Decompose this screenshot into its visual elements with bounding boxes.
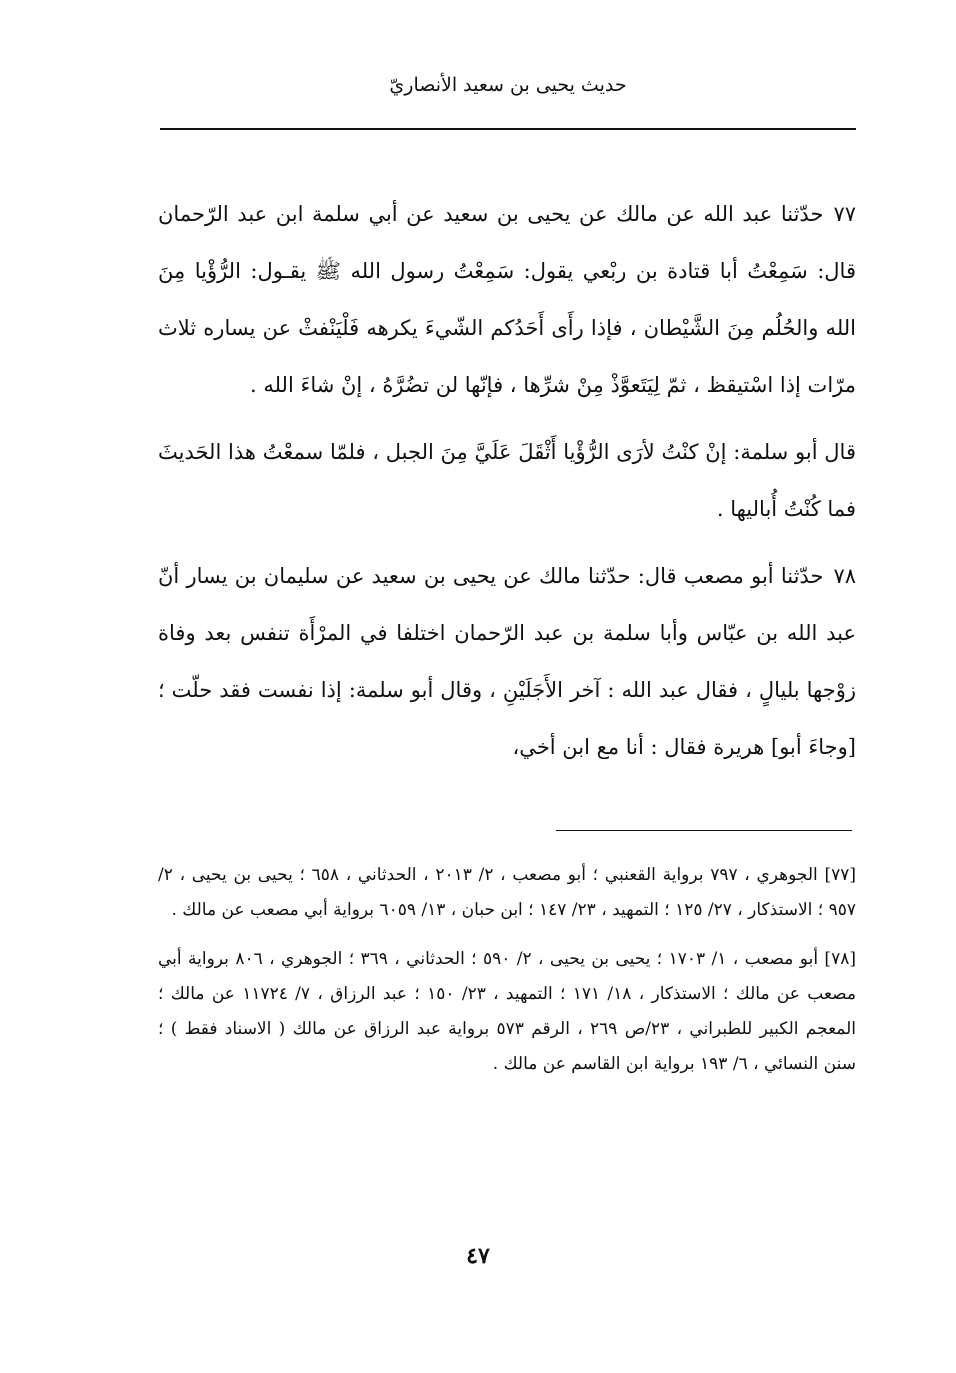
paragraph-text: حدّثنا أبو مصعب قال: حدّثنا مالك عن يحيى بن سعيد عن سليمان بن يسار أنّ عبد الله بن عبّاس وأبا سلمة بن عبد الرّحمان اختلفا في المرْأَة تنفس بعد وفاة زوْجها بليالٍ ، فقال عبد الله : آخر الأَجَلَيْنِ ، وقال أبو سلمة: إذا نفست فقد حلّت ؛ [وجاءَ أبو] هريرة فقال : أنا مع ابن أخي، — [158, 564, 856, 759]
footnote-77: [٧٧] الجوهري ، ٧٩٧ برواية القعنبي ؛ أبو مصعب ، ٢/ ٢٠١٣ ، الحدثاني ، ٦٥٨ ؛ يحيى بن يحيى ، ٢/ ٩٥٧ ؛ الاستذكار ، ٢٧/ ١٢٥ ؛ التمهيد ، ٢٣/ ١٤٧ ؛ ابن حبان ، ١٣/ ٦٠٥٩ برواية أبي مصعب عن مالك . — [158, 865, 857, 920]
hadith-paragraph-77 — [158, 186, 856, 414]
paragraph-text: قال أبو سلمة: إنْ كنْتُ لأرَى الرُّؤْيا أَثْقَلَ عَلَيَّ مِنَ الجبل ، فلمّا سمعْتُ هذا الحَديثَ فما كُنْتُ أُباليها . — [158, 440, 856, 521]
hadith-paragraph-78 — [158, 548, 856, 776]
footnotes — [158, 858, 856, 1082]
footnote-divider — [556, 830, 852, 831]
header-divider — [160, 128, 856, 130]
abu-salama-paragraph — [158, 424, 856, 538]
main-text — [158, 186, 856, 776]
hadith-number: ٧٧ — [833, 202, 856, 226]
page-number: ٤٧ — [466, 1243, 490, 1269]
running-header: حديث يحيى بن سعيد الأنصاريّ — [389, 74, 627, 96]
hadith-number: ٧٨ — [833, 564, 856, 588]
paragraph-text: حدّثنا عبد الله عن مالك عن يحيى بن سعيد عن أبي سلمة ابن عبد الرّحمان قال: سَمِعْتُ أبا قتادة بن ربْعي يقول: سَمِعْتُ رسول الله ﷺ يقـول: الرُّؤْيا مِنَ الله والحُلُم مِنَ الشَّيْطان ، فإذا رأَى أَحَدُكم الشّيءَ يكرهه فَلْيَنْفثْ عن يساره ثلاث مرّات إذا اسْتيقظ ، ثمّ لِيَتَعوَّذْ مِنْ شرِّها ، فإنّها لن تضُرَّهُ ، إنْ شاءَ الله . — [158, 202, 856, 397]
footnote-78: [٧٨] أبو مصعب ، ١/ ١٧٠٣ ؛ يحيى بن يحيى ، ٢/ ٥٩٠ ؛ الحدثاني ، ٣٦٩ ؛ الجوهري ، ٨٠٦ برواية أبي مصعب عن مالك ؛ الاستذكار ، ١٨/ ١٧١ ؛ التمهيد ، ٢٣/ ١٥٠ ؛ عبد الرزاق ، ٧/ ١١٧٢٤ عن مالك ؛ المعجم الكبير للطبراني ، ٢٣/ص ٢٦٩ ، الرقم ٥٧٣ برواية عبد الرزاق عن مالك ( الاسناد فقط ) ؛ سنن النسائي ، ٦/ ١٩٣ برواية ابن القاسم عن مالك . — [158, 949, 857, 1074]
